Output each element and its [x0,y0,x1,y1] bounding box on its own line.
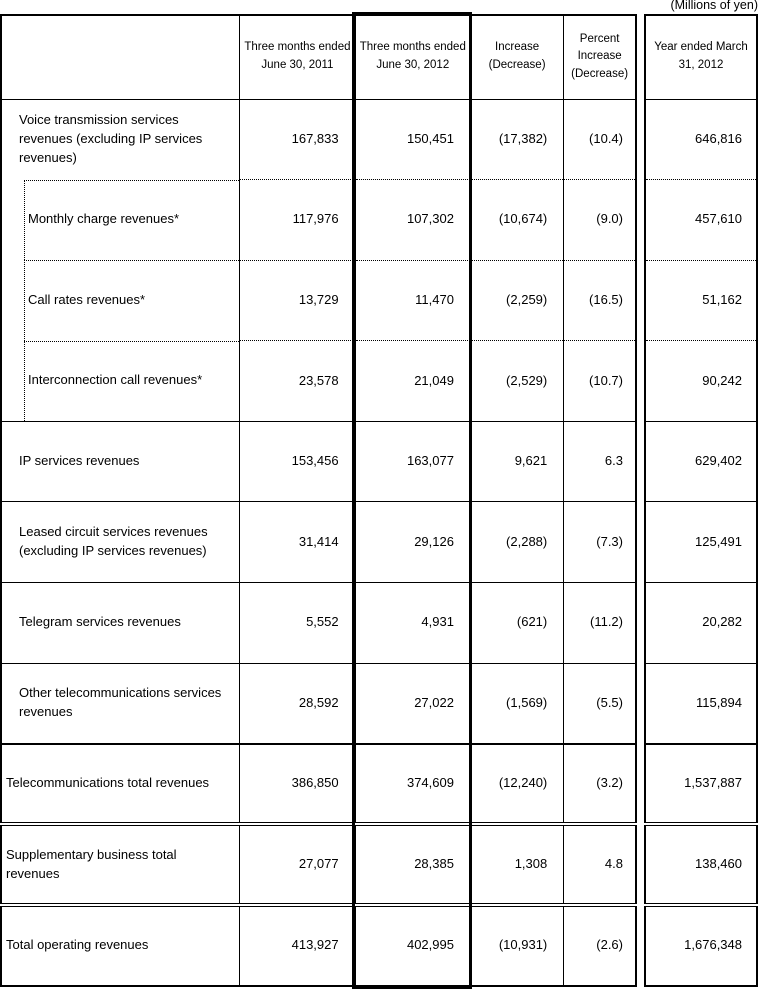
table-row-monthly-charge [1,180,636,261]
revenue-table [0,14,637,987]
cell-q2012: 163,077 [355,421,470,502]
row-label: Supplementary business total revenues [1,824,240,905]
row-label: IP services revenues [1,421,240,502]
cell-q2011: 31,414 [240,502,355,583]
cell-percent: (10.4) [564,99,636,180]
cell-percent: 4.8 [564,824,636,905]
cell-q2011: 27,077 [240,824,355,905]
cell-increase: (2,288) [470,502,563,583]
cell-percent: (7.3) [564,502,636,583]
cell-q2011: 23,578 [240,341,355,422]
cell-percent: (5.5) [564,663,636,744]
cell-q2012: 28,385 [355,824,470,905]
cell-year: 20,282 [645,583,757,664]
cell-increase: (10,674) [470,180,563,261]
table-row-call-rates [1,260,636,341]
cell-year: 138,460 [645,824,757,905]
cell-q2012: 150,451 [355,99,470,180]
cell-q2012: 29,126 [355,502,470,583]
cell-increase: (12,240) [470,744,563,825]
table-row-ip-services [645,421,757,502]
header-row [1,15,636,99]
table-row-interconnection [1,341,636,422]
cell-increase: (1,569) [470,663,563,744]
cell-increase: 1,308 [470,824,563,905]
table-row-telecom-total [645,744,757,825]
header-row [645,15,757,99]
cell-increase: (621) [470,583,563,664]
cell-q2012: 402,995 [355,905,470,986]
cell-q2011: 28,592 [240,663,355,744]
cell-year: 646,816 [645,99,757,180]
cell-year: 629,402 [645,421,757,502]
cell-q2012: 4,931 [355,583,470,664]
cell-percent: (2.6) [564,905,636,986]
cell-percent: 6.3 [564,421,636,502]
table-row-total-operating [1,905,636,986]
year-column-container [644,14,758,987]
cell-percent: (3.2) [564,744,636,825]
cell-increase: (10,931) [470,905,563,986]
cell-year: 1,676,348 [645,905,757,986]
table-row-supplementary [1,824,636,905]
cell-increase: (2,529) [470,341,563,422]
row-label: Other telecommunications services revenues [1,663,240,744]
cell-q2012: 21,049 [355,341,470,422]
table-row-total-operating [645,905,757,986]
cell-q2011: 13,729 [240,260,355,341]
header-cell-q2012: Three months ended June 30, 2012 [355,15,470,99]
table-row-telecom-total [1,744,636,825]
table-row-call-rates [645,260,757,341]
cell-percent: (10.7) [564,341,636,422]
cell-increase: 9,621 [470,421,563,502]
cell-year: 51,162 [645,260,757,341]
cell-year: 115,894 [645,663,757,744]
cell-q2011: 167,833 [240,99,355,180]
cell-q2012: 11,470 [355,260,470,341]
row-label: Total operating revenues [1,905,240,986]
table-row-interconnection [645,341,757,422]
cell-q2012: 107,302 [355,180,470,261]
table-row-voice [645,99,757,180]
cell-q2012: 374,609 [355,744,470,825]
row-label: Interconnection call revenues* [1,341,240,422]
row-label: Voice transmission services revenues (excluding IP services revenues) [1,99,240,180]
header-cell-percent: Percent Increase (Decrease) [564,15,636,99]
table-row-telegram [645,583,757,664]
year-ended-table [644,14,758,987]
cell-year: 90,242 [645,341,757,422]
cell-year: 1,537,887 [645,744,757,825]
cell-increase: (17,382) [470,99,563,180]
cell-percent: (11.2) [564,583,636,664]
table-row-leased-circuit [1,502,636,583]
cell-increase: (2,259) [470,260,563,341]
table-row-ip-services [1,421,636,502]
revenue-table-container [0,14,637,987]
row-label: Telegram services revenues [1,583,240,664]
cell-q2011: 5,552 [240,583,355,664]
cell-year: 457,610 [645,180,757,261]
row-label: Call rates revenues* [1,260,240,341]
table-row-other-telecom [1,663,636,744]
table-row-telegram [1,583,636,664]
row-label: Leased circuit services revenues (excluding IP services revenues) [1,502,240,583]
cell-q2012: 27,022 [355,663,470,744]
table-row-supplementary [645,824,757,905]
header-cell-empty [1,15,240,99]
row-label: Monthly charge revenues* [1,180,240,261]
cell-q2011: 413,927 [240,905,355,986]
cell-percent: (16.5) [564,260,636,341]
table-row-monthly-charge [645,180,757,261]
table-row-leased-circuit [645,502,757,583]
cell-year: 125,491 [645,502,757,583]
table-row-other-telecom [645,663,757,744]
cell-q2011: 117,976 [240,180,355,261]
row-label: Telecommunications total revenues [1,744,240,825]
cell-q2011: 386,850 [240,744,355,825]
cell-q2011: 153,456 [240,421,355,502]
table-row-voice [1,99,636,180]
header-cell-q2011: Three months ended June 30, 2011 [240,15,355,99]
cell-percent: (9.0) [564,180,636,261]
units-note: (Millions of yen) [670,0,758,12]
header-cell-year: Year ended March 31, 2012 [654,41,748,72]
header-cell-increase: Increase (Decrease) [470,15,563,99]
